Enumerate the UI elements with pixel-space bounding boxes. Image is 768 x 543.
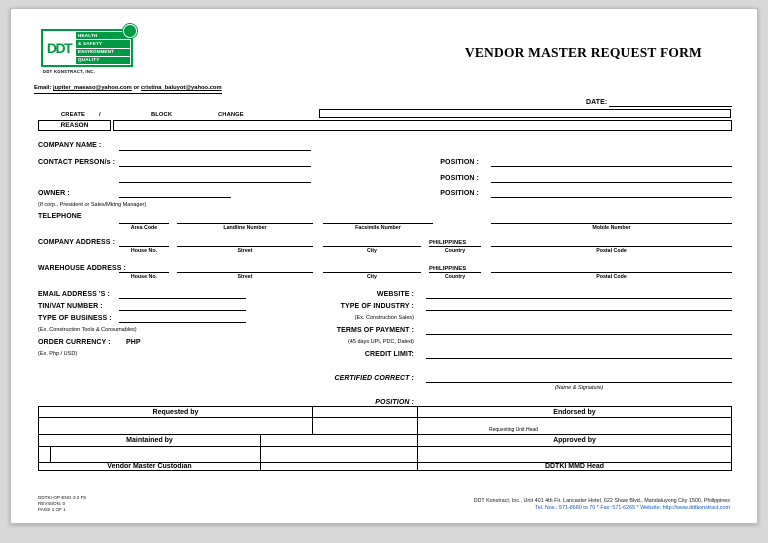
company-house-column-label: House No. [130, 248, 158, 254]
warehouse-street-column-label: Street [237, 274, 253, 280]
email-link-2[interactable]: cristina_baluyot@yahoo.com [140, 85, 222, 91]
company-postal-column-label: Postal Code [596, 248, 627, 254]
create-label: CREATE [61, 112, 86, 118]
landline-column-label: Landline Number [223, 225, 267, 231]
credit-limit-label: CREDIT LIMIT: [364, 351, 414, 358]
logo-text-bars [75, 31, 131, 65]
mobile-column-label: Mobile Number [592, 225, 631, 231]
position-label-2: POSITION : [440, 175, 479, 182]
email-address-line [119, 298, 246, 299]
mobile-line [491, 223, 732, 224]
company-name-line [119, 150, 311, 151]
reason-label-cell [38, 120, 111, 131]
warehouse-country-line [429, 272, 481, 273]
warehouse-postal-column-label: Postal Code [596, 274, 627, 280]
terms-of-payment-line [426, 334, 732, 335]
company-country-line [429, 246, 481, 247]
facsimile-line [323, 223, 433, 224]
warehouse-street-line [177, 272, 313, 273]
company-address-label: COMPANY ADDRESS : [38, 239, 116, 246]
position-label-1: POSITION : [440, 159, 479, 166]
website-label: WEBSITE : [376, 291, 414, 298]
company-postal-line [491, 246, 732, 247]
company-street-line [177, 246, 313, 247]
vendor-master-request-form-page [10, 8, 758, 524]
email-or-label: or [133, 85, 140, 91]
warehouse-postal-line [491, 272, 732, 273]
order-currency-value: PHP [126, 339, 141, 346]
document-control-block [38, 495, 86, 512]
page-number: PAGE 1 OF 1 [38, 506, 66, 512]
date-label: DATE: [586, 99, 608, 106]
email-address-label: EMAIL ADDRESS 'S : [38, 291, 110, 298]
position-label-3: POSITION : [440, 190, 479, 197]
telephone-label: TELEPHONE [38, 213, 82, 220]
currency-example-note: (Ex. Php / USD) [38, 351, 78, 357]
owner-line [119, 197, 231, 198]
contact-person-line-2 [119, 182, 311, 183]
contact-email-line [34, 85, 222, 94]
logo-bar-health: HEALTH [76, 32, 130, 39]
reason-label: REASON [60, 122, 89, 129]
business-example-note: (Ex. Construction Tools & Consumables) [38, 327, 137, 333]
order-currency-label: ORDER CURRENCY : [38, 339, 111, 346]
logo-company-name: DDT KONSTRACT, INC. [43, 69, 95, 74]
warehouse-city-column-label: City [366, 274, 377, 280]
maintained-by-header: Maintained by [126, 437, 173, 444]
revision-number: REVISION: 0 [38, 500, 66, 506]
terms-of-payment-label: TERMS OF PAYMENT : [336, 327, 414, 334]
block-label: BLOCK [151, 112, 173, 118]
type-of-business-label: TYPE OF BUSINESS : [38, 315, 112, 322]
company-contact-footer[interactable]: Tel. Nos.: 571-8660 to 70 * Fax: 571-6265 * Website: http://www.ddtkonstract.com [535, 505, 730, 511]
tin-vat-line [119, 310, 246, 311]
action-value-box [319, 109, 731, 118]
warehouse-city-line [323, 272, 421, 273]
area-code-column-label: Area Code [130, 225, 158, 231]
logo-ddt-monogram: DDT [46, 40, 72, 56]
warehouse-country-value: PHILIPPINES [429, 266, 467, 272]
company-country-column-label: Country [444, 248, 466, 254]
industry-example-note: (Ex. Construction Sales) [354, 315, 414, 321]
reason-value-box [113, 120, 732, 131]
certified-correct-line [426, 382, 732, 383]
logo-bar-quality: QUALITY [76, 57, 130, 64]
table-divider [50, 446, 51, 462]
certified-correct-label: CERTIFIED CORRECT : [334, 375, 414, 382]
type-of-industry-line [426, 310, 732, 311]
table-divider [39, 446, 731, 447]
table-divider [39, 417, 731, 418]
change-label: CHANGE [218, 112, 244, 118]
mmd-head-label: DDTKI MMD Head [544, 463, 605, 470]
logo-bar-safety: & SAFETY [76, 40, 130, 47]
website-line [426, 298, 732, 299]
date-line [609, 106, 732, 107]
create-slash-label: / [99, 112, 101, 118]
logo-bar-environment: ENVIRONMENT [76, 49, 130, 56]
company-house-line [119, 246, 169, 247]
landline-line [177, 223, 313, 224]
owner-note: (If corp., President or Sales/Mktng Manager) [38, 202, 147, 208]
table-divider [260, 434, 261, 470]
warehouse-country-column-label: Country [444, 274, 466, 280]
endorsed-by-header: Endorsed by [553, 409, 596, 416]
company-logo [41, 29, 145, 74]
email-link-1[interactable]: jupiter_maeaso@yahoo.com [53, 85, 132, 91]
tin-vat-label: TIN/VAT NUMBER : [38, 303, 103, 310]
contact-person-label: CONTACT PERSON/s : [38, 159, 116, 166]
position-line-3 [491, 197, 732, 198]
name-signature-note: (Name & Signature) [554, 385, 604, 391]
table-divider [39, 434, 731, 435]
logo-badge-icon [123, 24, 137, 38]
form-title: VENDOR MASTER REQUEST FORM [464, 45, 702, 60]
terms-example-note: (45 days UPI, PDC, Dated) [347, 339, 414, 345]
document-code: DDTKI-OP-ENG-3.2 F5 [38, 495, 86, 500]
contact-person-line-1 [119, 166, 311, 167]
company-country-value: PHILIPPINES [429, 240, 467, 246]
requesting-unit-head-label: Requesting Unit Head [489, 427, 538, 433]
company-address-footer: DDT Konstract, Inc., Unit 401 4th Flr. Lancaster Hotel, 622 Shaw Blvd., Mandaluyong City 1500, Philippines [473, 498, 730, 504]
signoff-table [38, 406, 732, 471]
position-line-1 [491, 166, 732, 167]
warehouse-address-label: WAREHOUSE ADDRESS : [38, 265, 126, 272]
table-divider [312, 407, 313, 434]
credit-limit-line [426, 358, 732, 359]
warehouse-house-column-label: House No. [130, 274, 158, 280]
vendor-master-custodian-label: Vendor Master Custodian [107, 463, 192, 470]
warehouse-house-line [119, 272, 169, 273]
logo-frame [41, 29, 133, 67]
company-street-column-label: Street [237, 248, 253, 254]
company-name-label: COMPANY NAME : [38, 142, 102, 149]
type-of-business-line [119, 322, 246, 323]
company-city-line [323, 246, 421, 247]
email-label: Email: [34, 85, 52, 91]
certifier-position-label: POSITION : [375, 399, 414, 406]
company-city-column-label: City [366, 248, 377, 254]
position-line-2 [491, 182, 732, 183]
facsimile-column-label: Facsimile Number [355, 225, 401, 231]
area-code-line [119, 223, 169, 224]
type-of-industry-label: TYPE OF INDUSTRY : [340, 303, 414, 310]
requested-by-header: Requested by [152, 409, 199, 416]
approved-by-header: Approved by [553, 437, 596, 444]
owner-label: OWNER : [38, 190, 70, 197]
